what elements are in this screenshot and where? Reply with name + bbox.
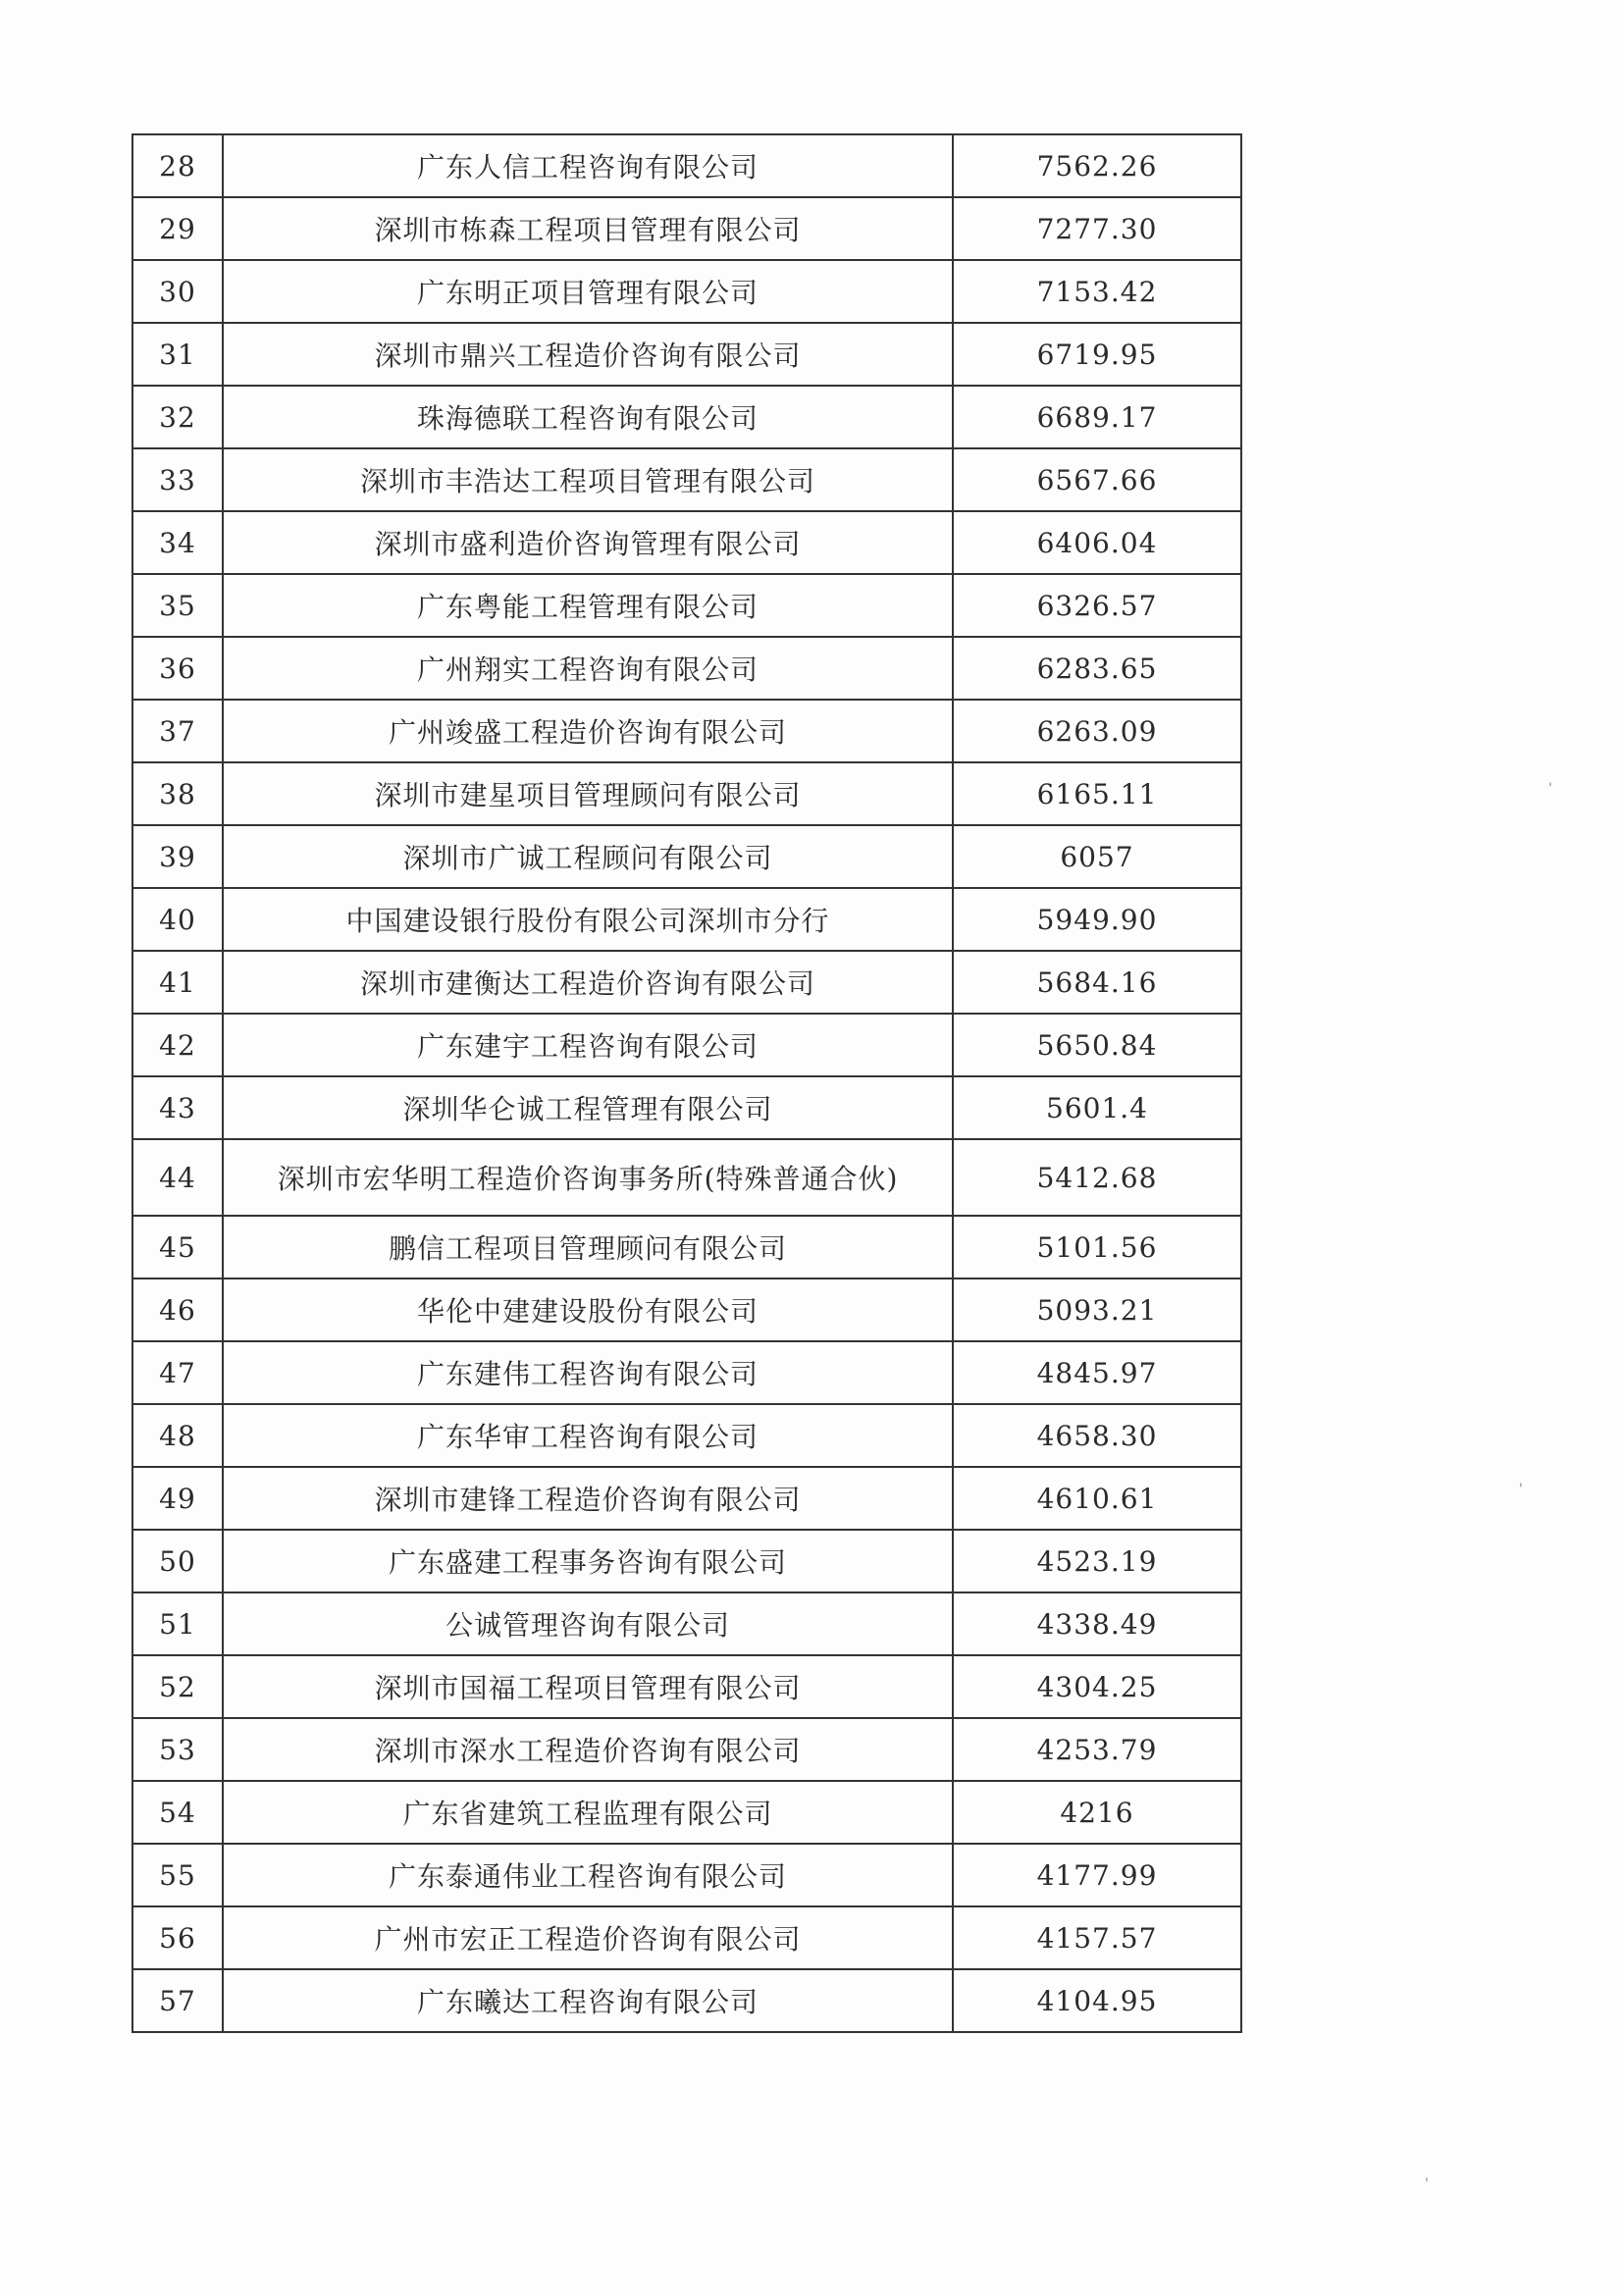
amount-cell: 4610.61 — [953, 1467, 1241, 1530]
amount-cell: 6406.04 — [953, 511, 1241, 574]
row-number-cell: 33 — [132, 448, 223, 511]
row-number-cell: 57 — [132, 1969, 223, 2032]
amount-cell: 5093.21 — [953, 1278, 1241, 1341]
company-name-cell: 深圳市鼎兴工程造价咨询有限公司 — [223, 323, 953, 386]
row-number-cell: 51 — [132, 1592, 223, 1655]
company-name-cell: 广东粤能工程管理有限公司 — [223, 574, 953, 637]
row-number-cell: 43 — [132, 1076, 223, 1139]
company-name-cell: 珠海德联工程咨询有限公司 — [223, 386, 953, 448]
table-row — [132, 888, 1241, 951]
row-number-cell: 37 — [132, 700, 223, 762]
amount-cell: 4338.49 — [953, 1592, 1241, 1655]
table-row — [132, 637, 1241, 700]
row-number-cell: 54 — [132, 1781, 223, 1844]
company-name-cell: 公诚管理咨询有限公司 — [223, 1592, 953, 1655]
amount-cell: 6165.11 — [953, 762, 1241, 825]
table-row — [132, 1467, 1241, 1530]
table-row — [132, 323, 1241, 386]
row-number-cell: 39 — [132, 825, 223, 888]
row-number-cell: 32 — [132, 386, 223, 448]
table-row — [132, 700, 1241, 762]
company-name-cell: 深圳市丰浩达工程项目管理有限公司 — [223, 448, 953, 511]
row-number-cell: 36 — [132, 637, 223, 700]
amount-cell: 4216 — [953, 1781, 1241, 1844]
company-name-cell: 深圳华仑诚工程管理有限公司 — [223, 1076, 953, 1139]
company-name-cell: 广东泰通伟业工程咨询有限公司 — [223, 1844, 953, 1906]
table-row — [132, 1341, 1241, 1404]
table-body — [132, 134, 1241, 2032]
table-row — [132, 574, 1241, 637]
table-row — [132, 1781, 1241, 1844]
row-number-cell: 55 — [132, 1844, 223, 1906]
table-row — [132, 1530, 1241, 1592]
scan-speck: ' — [1425, 2176, 1429, 2192]
amount-cell: 5601.4 — [953, 1076, 1241, 1139]
company-name-cell: 广州翔实工程咨询有限公司 — [223, 637, 953, 700]
company-name-cell: 广东建宇工程咨询有限公司 — [223, 1014, 953, 1076]
company-name-cell: 深圳市广诚工程顾问有限公司 — [223, 825, 953, 888]
table-row — [132, 1404, 1241, 1467]
company-name-cell: 广东华审工程咨询有限公司 — [223, 1404, 953, 1467]
amount-cell: 5684.16 — [953, 951, 1241, 1014]
company-name-cell: 广东盛建工程事务咨询有限公司 — [223, 1530, 953, 1592]
row-number-cell: 53 — [132, 1718, 223, 1781]
row-number-cell: 29 — [132, 197, 223, 260]
table-row — [132, 1718, 1241, 1781]
table-row — [132, 386, 1241, 448]
company-name-cell: 鹏信工程项目管理顾问有限公司 — [223, 1216, 953, 1278]
amount-cell: 5949.90 — [953, 888, 1241, 951]
company-name-cell: 广东曦达工程咨询有限公司 — [223, 1969, 953, 2032]
amount-cell: 5101.56 — [953, 1216, 1241, 1278]
row-number-cell: 56 — [132, 1906, 223, 1969]
row-number-cell: 50 — [132, 1530, 223, 1592]
row-number-cell: 45 — [132, 1216, 223, 1278]
table-row — [132, 951, 1241, 1014]
company-name-cell: 广东明正项目管理有限公司 — [223, 260, 953, 323]
table-row — [132, 260, 1241, 323]
company-name-cell: 深圳市建锋工程造价咨询有限公司 — [223, 1467, 953, 1530]
company-name-cell: 深圳市宏华明工程造价咨询事务所(特殊普通合伙) — [223, 1139, 953, 1216]
row-number-cell: 42 — [132, 1014, 223, 1076]
amount-cell: 4157.57 — [953, 1906, 1241, 1969]
table-row — [132, 1592, 1241, 1655]
scan-speck: ' — [1519, 1482, 1523, 1497]
company-name-cell: 广东人信工程咨询有限公司 — [223, 134, 953, 197]
row-number-cell: 28 — [132, 134, 223, 197]
amount-cell: 4253.79 — [953, 1718, 1241, 1781]
ranking-table — [131, 133, 1242, 2033]
company-name-cell: 中国建设银行股份有限公司深圳市分行 — [223, 888, 953, 951]
row-number-cell: 41 — [132, 951, 223, 1014]
amount-cell: 6057 — [953, 825, 1241, 888]
row-number-cell: 38 — [132, 762, 223, 825]
amount-cell: 6719.95 — [953, 323, 1241, 386]
row-number-cell: 44 — [132, 1139, 223, 1216]
amount-cell: 6326.57 — [953, 574, 1241, 637]
amount-cell: 4658.30 — [953, 1404, 1241, 1467]
amount-cell: 4104.95 — [953, 1969, 1241, 2032]
company-name-cell: 华伦中建建设股份有限公司 — [223, 1278, 953, 1341]
amount-cell: 6283.65 — [953, 637, 1241, 700]
amount-cell: 6567.66 — [953, 448, 1241, 511]
company-name-cell: 深圳市深水工程造价咨询有限公司 — [223, 1718, 953, 1781]
row-number-cell: 40 — [132, 888, 223, 951]
row-number-cell: 46 — [132, 1278, 223, 1341]
table-row — [132, 1139, 1241, 1216]
amount-cell: 7277.30 — [953, 197, 1241, 260]
company-name-cell: 深圳市建衡达工程造价咨询有限公司 — [223, 951, 953, 1014]
amount-cell: 7562.26 — [953, 134, 1241, 197]
scan-speck: ' — [1548, 781, 1552, 797]
table-row — [132, 1906, 1241, 1969]
amount-cell: 4845.97 — [953, 1341, 1241, 1404]
table-row — [132, 1216, 1241, 1278]
amount-cell: 6263.09 — [953, 700, 1241, 762]
row-number-cell: 30 — [132, 260, 223, 323]
row-number-cell: 48 — [132, 1404, 223, 1467]
amount-cell: 6689.17 — [953, 386, 1241, 448]
company-name-cell: 广东建伟工程咨询有限公司 — [223, 1341, 953, 1404]
table-row — [132, 1076, 1241, 1139]
company-name-cell: 深圳市国福工程项目管理有限公司 — [223, 1655, 953, 1718]
table-row — [132, 825, 1241, 888]
table-row — [132, 511, 1241, 574]
table-row — [132, 197, 1241, 260]
company-name-cell: 广州市宏正工程造价咨询有限公司 — [223, 1906, 953, 1969]
amount-cell: 7153.42 — [953, 260, 1241, 323]
amount-cell: 4304.25 — [953, 1655, 1241, 1718]
company-name-cell: 广东省建筑工程监理有限公司 — [223, 1781, 953, 1844]
table-row — [132, 1969, 1241, 2032]
amount-cell: 5650.84 — [953, 1014, 1241, 1076]
row-number-cell: 47 — [132, 1341, 223, 1404]
row-number-cell: 35 — [132, 574, 223, 637]
company-name-cell: 广州竣盛工程造价咨询有限公司 — [223, 700, 953, 762]
row-number-cell: 34 — [132, 511, 223, 574]
amount-cell: 5412.68 — [953, 1139, 1241, 1216]
row-number-cell: 52 — [132, 1655, 223, 1718]
table-row — [132, 1655, 1241, 1718]
table-row — [132, 1844, 1241, 1906]
row-number-cell: 49 — [132, 1467, 223, 1530]
amount-cell: 4523.19 — [953, 1530, 1241, 1592]
table-row — [132, 762, 1241, 825]
company-name-cell: 深圳市建星项目管理顾问有限公司 — [223, 762, 953, 825]
company-name-cell: 深圳市盛利造价咨询管理有限公司 — [223, 511, 953, 574]
table-row — [132, 448, 1241, 511]
table-row — [132, 1278, 1241, 1341]
company-name-cell: 深圳市栋森工程项目管理有限公司 — [223, 197, 953, 260]
table-row — [132, 1014, 1241, 1076]
row-number-cell: 31 — [132, 323, 223, 386]
table-row — [132, 134, 1241, 197]
amount-cell: 4177.99 — [953, 1844, 1241, 1906]
